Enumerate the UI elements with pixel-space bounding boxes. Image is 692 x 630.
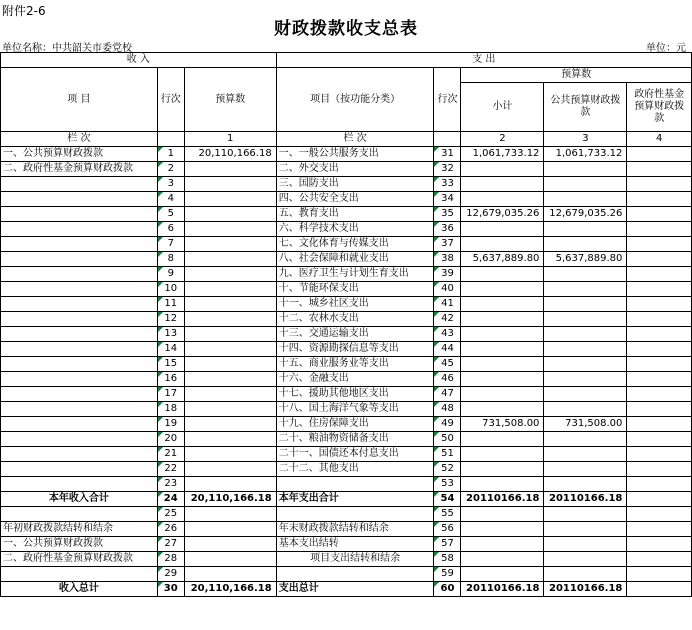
public-budget-cell: 20110166.18: [544, 582, 627, 597]
income-budget-cell: [184, 402, 276, 417]
fund-budget-cell: [627, 147, 692, 162]
public-budget-cell: [544, 447, 627, 462]
table-row: [1, 192, 692, 207]
income-row-no-cell: 13: [157, 327, 184, 342]
public-budget-cell: [544, 267, 627, 282]
fund-budget-cell: [627, 207, 692, 222]
public-budget-cell: [544, 297, 627, 312]
table-row: [1, 447, 692, 462]
page-title: 财政拨款收支总表: [274, 19, 418, 39]
table-row: [1, 312, 692, 327]
income-budget-cell: [184, 432, 276, 447]
public-budget-cell: [544, 552, 627, 567]
income-row-no-cell: 30: [157, 582, 184, 597]
subtotal-cell: [461, 357, 544, 372]
table-row: [1, 267, 692, 282]
table-row: [1, 297, 692, 312]
public-budget-cell: [544, 162, 627, 177]
subtotal-cell: [461, 462, 544, 477]
fund-budget-cell: [627, 267, 692, 282]
expense-item-cell: 六、科学技术支出: [276, 222, 434, 237]
fund-budget-cell: [627, 177, 692, 192]
income-row-no-cell: 24: [157, 492, 184, 507]
income-item-cell: [1, 267, 158, 282]
public-budget-cell: [544, 522, 627, 537]
income-row-no-cell: 27: [157, 537, 184, 552]
income-column-index: 1: [184, 132, 276, 147]
public-budget-cell: [544, 507, 627, 522]
fund-budget-cell: [627, 447, 692, 462]
expense-row-no-cell: 59: [434, 567, 461, 582]
public-budget-cell: 5,637,889.80: [544, 252, 627, 267]
expense-row-no-cell: 43: [434, 327, 461, 342]
subtotal-cell: [461, 192, 544, 207]
income-row-no-cell: 14: [157, 342, 184, 357]
currency-unit: 单位：元: [646, 43, 686, 54]
expense-item-cell: 十九、住房保障支出: [276, 417, 434, 432]
income-budget-cell: [184, 282, 276, 297]
income-budget-cell: 20,110,166.18: [184, 492, 276, 507]
income-item-cell: [1, 402, 158, 417]
income-item-cell: 二、政府性基金预算财政拨款: [1, 162, 158, 177]
subtotal-cell: [461, 222, 544, 237]
expense-column-index-blank: [434, 132, 461, 147]
public-budget-cell: [544, 432, 627, 447]
table-row: [1, 552, 692, 567]
income-row-no-cell: 6: [157, 222, 184, 237]
fund-budget-cell: [627, 462, 692, 477]
income-budget-cell: [184, 447, 276, 462]
public-budget-cell: [544, 537, 627, 552]
income-item-cell: 一、公共预算财政拨款: [1, 537, 158, 552]
public-budget-cell: [544, 387, 627, 402]
expense-row-no-cell: 42: [434, 312, 461, 327]
income-row-no-cell: 11: [157, 297, 184, 312]
table-row: [1, 462, 692, 477]
income-item-cell: [1, 177, 158, 192]
expense-item-cell: 十一、城乡社区支出: [276, 297, 434, 312]
table-row: [1, 417, 692, 432]
table-row: [1, 567, 692, 582]
subtotal-cell: 731,508.00: [461, 417, 544, 432]
public-budget-cell: [544, 237, 627, 252]
table-row: [1, 207, 692, 222]
expense-row-no-cell: 48: [434, 402, 461, 417]
income-item-cell: [1, 222, 158, 237]
subtotal-cell: 20110166.18: [461, 582, 544, 597]
expense-item-cell: [276, 477, 434, 492]
fund-budget-cell: [627, 537, 692, 552]
fund-budget-cell: [627, 492, 692, 507]
table-row: [1, 252, 692, 267]
fund-budget-header: 政府性基金预算财政拨款: [627, 83, 692, 132]
expense-item-cell: 二十二、其他支出: [276, 462, 434, 477]
expense-row-no-cell: 46: [434, 372, 461, 387]
income-row-no-cell: 3: [157, 177, 184, 192]
fund-budget-cell: [627, 357, 692, 372]
expense-item-header: 项目（按功能分类）: [276, 68, 434, 132]
fund-budget-cell: [627, 582, 692, 597]
expense-row-no-cell: 60: [434, 582, 461, 597]
subtotal-cell: [461, 477, 544, 492]
public-budget-cell: [544, 312, 627, 327]
fund-budget-cell: [627, 342, 692, 357]
subtotal-cell: 12,679,035.26: [461, 207, 544, 222]
expense-row-no-cell: 38: [434, 252, 461, 267]
expense-item-cell: 十三、交通运输支出: [276, 327, 434, 342]
expense-item-cell: 年末财政拨款结转和结余: [276, 522, 434, 537]
subtotal-cell: [461, 522, 544, 537]
income-row-no-cell: 4: [157, 192, 184, 207]
expense-item-cell: [276, 507, 434, 522]
public-budget-cell: [544, 177, 627, 192]
public-budget-cell: [544, 342, 627, 357]
income-budget-cell: [184, 417, 276, 432]
expense-row-no-cell: 58: [434, 552, 461, 567]
income-item-cell: 年初财政拨款结转和结余: [1, 522, 158, 537]
expense-row-no-cell: 51: [434, 447, 461, 462]
income-header: 收 入: [1, 53, 277, 68]
income-item-cell: [1, 567, 158, 582]
table-row: [1, 162, 692, 177]
income-row-no-header: 行次: [157, 68, 184, 132]
budget-summary-table: [0, 52, 692, 597]
income-budget-cell: [184, 522, 276, 537]
expense-row-no-cell: 33: [434, 177, 461, 192]
public-budget-header: 公共预算财政拨款: [544, 83, 627, 132]
fund-budget-cell: [627, 417, 692, 432]
public-budget-cell: [544, 477, 627, 492]
expense-row-no-cell: 36: [434, 222, 461, 237]
income-row-no-cell: 19: [157, 417, 184, 432]
subtotal-cell: [461, 297, 544, 312]
table-row: [1, 237, 692, 252]
income-budget-cell: 20,110,166.18: [184, 147, 276, 162]
income-item-cell: [1, 357, 158, 372]
income-budget-cell: [184, 327, 276, 342]
income-budget-cell: [184, 207, 276, 222]
income-item-cell: [1, 387, 158, 402]
income-item-cell: [1, 447, 158, 462]
public-budget-cell: 1,061,733.12: [544, 147, 627, 162]
public-budget-cell: [544, 462, 627, 477]
income-budget-cell: [184, 462, 276, 477]
subtotal-cell: 20110166.18: [461, 492, 544, 507]
income-item-cell: [1, 237, 158, 252]
public-budget-cell: [544, 192, 627, 207]
expense-row-no-cell: 41: [434, 297, 461, 312]
income-item-cell: [1, 432, 158, 447]
expense-item-cell: 四、公共安全支出: [276, 192, 434, 207]
fund-budget-cell: [627, 552, 692, 567]
fund-budget-cell: [627, 162, 692, 177]
table-row: [1, 582, 692, 597]
expense-row-no-cell: 39: [434, 267, 461, 282]
income-item-cell: [1, 312, 158, 327]
income-item-cell: [1, 192, 158, 207]
subtotal-cell: [461, 402, 544, 417]
expense-item-cell: 二、外交支出: [276, 162, 434, 177]
expense-row-no-header: 行次: [434, 68, 461, 132]
income-row-no-cell: 28: [157, 552, 184, 567]
fund-budget-cell: [627, 312, 692, 327]
income-row-no-cell: 2: [157, 162, 184, 177]
subtotal-cell: [461, 267, 544, 282]
expense-item-cell: 十七、援助其他地区支出: [276, 387, 434, 402]
income-budget-cell: [184, 267, 276, 282]
subtotal-cell: [461, 162, 544, 177]
fund-budget-cell: [627, 192, 692, 207]
expense-row-no-cell: 45: [434, 357, 461, 372]
income-budget-cell: [184, 387, 276, 402]
income-budget-cell: [184, 552, 276, 567]
subtotal-cell: [461, 567, 544, 582]
expense-item-cell: 二十一、国债还本付息支出: [276, 447, 434, 462]
fund-budget-cell: [627, 237, 692, 252]
income-row-no-cell: 23: [157, 477, 184, 492]
income-budget-cell: [184, 192, 276, 207]
income-budget-cell: [184, 237, 276, 252]
table-row: [1, 477, 692, 492]
income-row-no-cell: 1: [157, 147, 184, 162]
income-budget-cell: [184, 162, 276, 177]
income-column-index-label: 栏 次: [1, 132, 158, 147]
expense-item-cell: 十五、商业服务业等支出: [276, 357, 434, 372]
table-row: [1, 342, 692, 357]
income-budget-cell: [184, 342, 276, 357]
income-row-no-cell: 9: [157, 267, 184, 282]
table-row: [1, 357, 692, 372]
subtotal-column-index: 2: [461, 132, 544, 147]
expense-item-cell: 一、一般公共服务支出: [276, 147, 434, 162]
public-budget-cell: 20110166.18: [544, 492, 627, 507]
income-item-cell: [1, 342, 158, 357]
table-row: [1, 492, 692, 507]
subtotal-cell: [461, 372, 544, 387]
expense-row-no-cell: 57: [434, 537, 461, 552]
fund-budget-cell: [627, 252, 692, 267]
income-row-no-cell: 26: [157, 522, 184, 537]
expense-item-cell: 九、医疗卫生与计划生育支出: [276, 267, 434, 282]
subtotal-cell: [461, 327, 544, 342]
expense-row-no-cell: 34: [434, 192, 461, 207]
expense-row-no-cell: 50: [434, 432, 461, 447]
public-budget-cell: 731,508.00: [544, 417, 627, 432]
public-budget-cell: [544, 327, 627, 342]
expense-row-no-cell: 55: [434, 507, 461, 522]
expense-item-cell: 五、教育支出: [276, 207, 434, 222]
expense-row-no-cell: 37: [434, 237, 461, 252]
subtotal-header: 小计: [461, 83, 544, 132]
fund-budget-cell: [627, 432, 692, 447]
income-budget-cell: [184, 312, 276, 327]
income-budget-cell: 20,110,166.18: [184, 582, 276, 597]
income-row-no-cell: 8: [157, 252, 184, 267]
fund-budget-cell: [627, 567, 692, 582]
income-item-cell: [1, 372, 158, 387]
fund-budget-cell: [627, 372, 692, 387]
income-column-index-blank: [157, 132, 184, 147]
income-row-no-cell: 15: [157, 357, 184, 372]
income-item-cell: 收入总计: [1, 582, 158, 597]
income-row-no-cell: 25: [157, 507, 184, 522]
expense-item-cell: 本年支出合计: [276, 492, 434, 507]
expense-row-no-cell: 31: [434, 147, 461, 162]
income-budget-cell: [184, 357, 276, 372]
expense-row-no-cell: 53: [434, 477, 461, 492]
income-item-cell: 一、公共预算财政拨款: [1, 147, 158, 162]
expense-row-no-cell: 54: [434, 492, 461, 507]
expense-item-cell: 支出总计: [276, 582, 434, 597]
fund-budget-cell: [627, 477, 692, 492]
expense-row-no-cell: 40: [434, 282, 461, 297]
expense-budget-group-header: 预算数: [461, 68, 692, 83]
table-row: [1, 177, 692, 192]
subtotal-cell: [461, 507, 544, 522]
expense-item-cell: 十、节能环保支出: [276, 282, 434, 297]
unit-name: 单位名称：中共韶关市委党校: [2, 43, 132, 54]
expense-header: 支 出: [276, 53, 691, 68]
income-budget-cell: [184, 537, 276, 552]
income-item-cell: [1, 507, 158, 522]
public-budget-cell: [544, 372, 627, 387]
expense-item-cell: 十二、农林水支出: [276, 312, 434, 327]
income-item-header: 项 目: [1, 68, 158, 132]
table-row: [1, 327, 692, 342]
subtotal-cell: [461, 432, 544, 447]
public-budget-column-index: 3: [544, 132, 627, 147]
income-budget-cell: [184, 252, 276, 267]
subtotal-cell: 1,061,733.12: [461, 147, 544, 162]
table-row: [1, 507, 692, 522]
income-row-no-cell: 7: [157, 237, 184, 252]
income-budget-cell: [184, 297, 276, 312]
fund-budget-cell: [627, 402, 692, 417]
income-budget-cell: [184, 222, 276, 237]
expense-row-no-cell: 44: [434, 342, 461, 357]
subtotal-cell: [461, 447, 544, 462]
expense-row-no-cell: 49: [434, 417, 461, 432]
income-item-cell: 二、政府性基金预算财政拨款: [1, 552, 158, 567]
income-row-no-cell: 12: [157, 312, 184, 327]
income-budget-cell: [184, 372, 276, 387]
income-budget-cell: [184, 507, 276, 522]
expense-item-cell: 二十、粮油物资储备支出: [276, 432, 434, 447]
subtotal-cell: [461, 537, 544, 552]
income-budget-cell: [184, 477, 276, 492]
expense-item-cell: 项目支出结转和结余: [276, 552, 434, 567]
table-row: [1, 537, 692, 552]
fund-budget-cell: [627, 282, 692, 297]
income-item-cell: 本年收入合计: [1, 492, 158, 507]
expense-row-no-cell: 47: [434, 387, 461, 402]
public-budget-cell: [544, 222, 627, 237]
expense-item-cell: 八、社会保障和就业支出: [276, 252, 434, 267]
public-budget-cell: [544, 567, 627, 582]
income-item-cell: [1, 477, 158, 492]
subtotal-cell: [461, 282, 544, 297]
subtotal-cell: [461, 312, 544, 327]
income-budget-cell: [184, 177, 276, 192]
fund-budget-cell: [627, 297, 692, 312]
income-row-no-cell: 17: [157, 387, 184, 402]
expense-row-no-cell: 52: [434, 462, 461, 477]
table-row: [1, 432, 692, 447]
expense-item-cell: [276, 567, 434, 582]
fund-budget-cell: [627, 327, 692, 342]
subtotal-cell: 5,637,889.80: [461, 252, 544, 267]
income-budget-cell: [184, 567, 276, 582]
table-row: [1, 387, 692, 402]
income-row-no-cell: 20: [157, 432, 184, 447]
subtotal-cell: [461, 387, 544, 402]
public-budget-cell: [544, 402, 627, 417]
public-budget-cell: 12,679,035.26: [544, 207, 627, 222]
income-item-cell: [1, 207, 158, 222]
expense-row-no-cell: 35: [434, 207, 461, 222]
subtotal-cell: [461, 342, 544, 357]
expense-item-cell: 十六、金融支出: [276, 372, 434, 387]
attachment-label: 附件2-6: [2, 4, 46, 18]
fund-budget-cell: [627, 522, 692, 537]
income-item-cell: [1, 297, 158, 312]
fund-budget-cell: [627, 222, 692, 237]
income-item-cell: [1, 417, 158, 432]
fund-budget-cell: [627, 507, 692, 522]
expense-item-cell: 十八、国土海洋气象等支出: [276, 402, 434, 417]
table-row: [1, 372, 692, 387]
table-row: [1, 282, 692, 297]
table-row: [1, 222, 692, 237]
fund-budget-cell: [627, 387, 692, 402]
income-row-no-cell: 18: [157, 402, 184, 417]
table-row: [1, 147, 692, 162]
expense-item-cell: 七、文化体育与传媒支出: [276, 237, 434, 252]
fund-budget-column-index: 4: [627, 132, 692, 147]
expense-item-cell: 基本支出结转: [276, 537, 434, 552]
table-row: [1, 402, 692, 417]
income-item-cell: [1, 282, 158, 297]
income-row-no-cell: 22: [157, 462, 184, 477]
income-row-no-cell: 10: [157, 282, 184, 297]
table-row: [1, 522, 692, 537]
subtotal-cell: [461, 237, 544, 252]
income-item-cell: [1, 462, 158, 477]
subtotal-cell: [461, 177, 544, 192]
expense-item-cell: 十四、资源勘探信息等支出: [276, 342, 434, 357]
public-budget-cell: [544, 357, 627, 372]
income-item-cell: [1, 327, 158, 342]
income-row-no-cell: 29: [157, 567, 184, 582]
public-budget-cell: [544, 282, 627, 297]
subtotal-cell: [461, 552, 544, 567]
expense-column-index-label: 栏 次: [276, 132, 434, 147]
income-row-no-cell: 21: [157, 447, 184, 462]
expense-row-no-cell: 32: [434, 162, 461, 177]
income-item-cell: [1, 252, 158, 267]
expense-item-cell: 三、国防支出: [276, 177, 434, 192]
income-budget-header: 预算数: [184, 68, 276, 132]
income-row-no-cell: 16: [157, 372, 184, 387]
expense-row-no-cell: 56: [434, 522, 461, 537]
income-row-no-cell: 5: [157, 207, 184, 222]
